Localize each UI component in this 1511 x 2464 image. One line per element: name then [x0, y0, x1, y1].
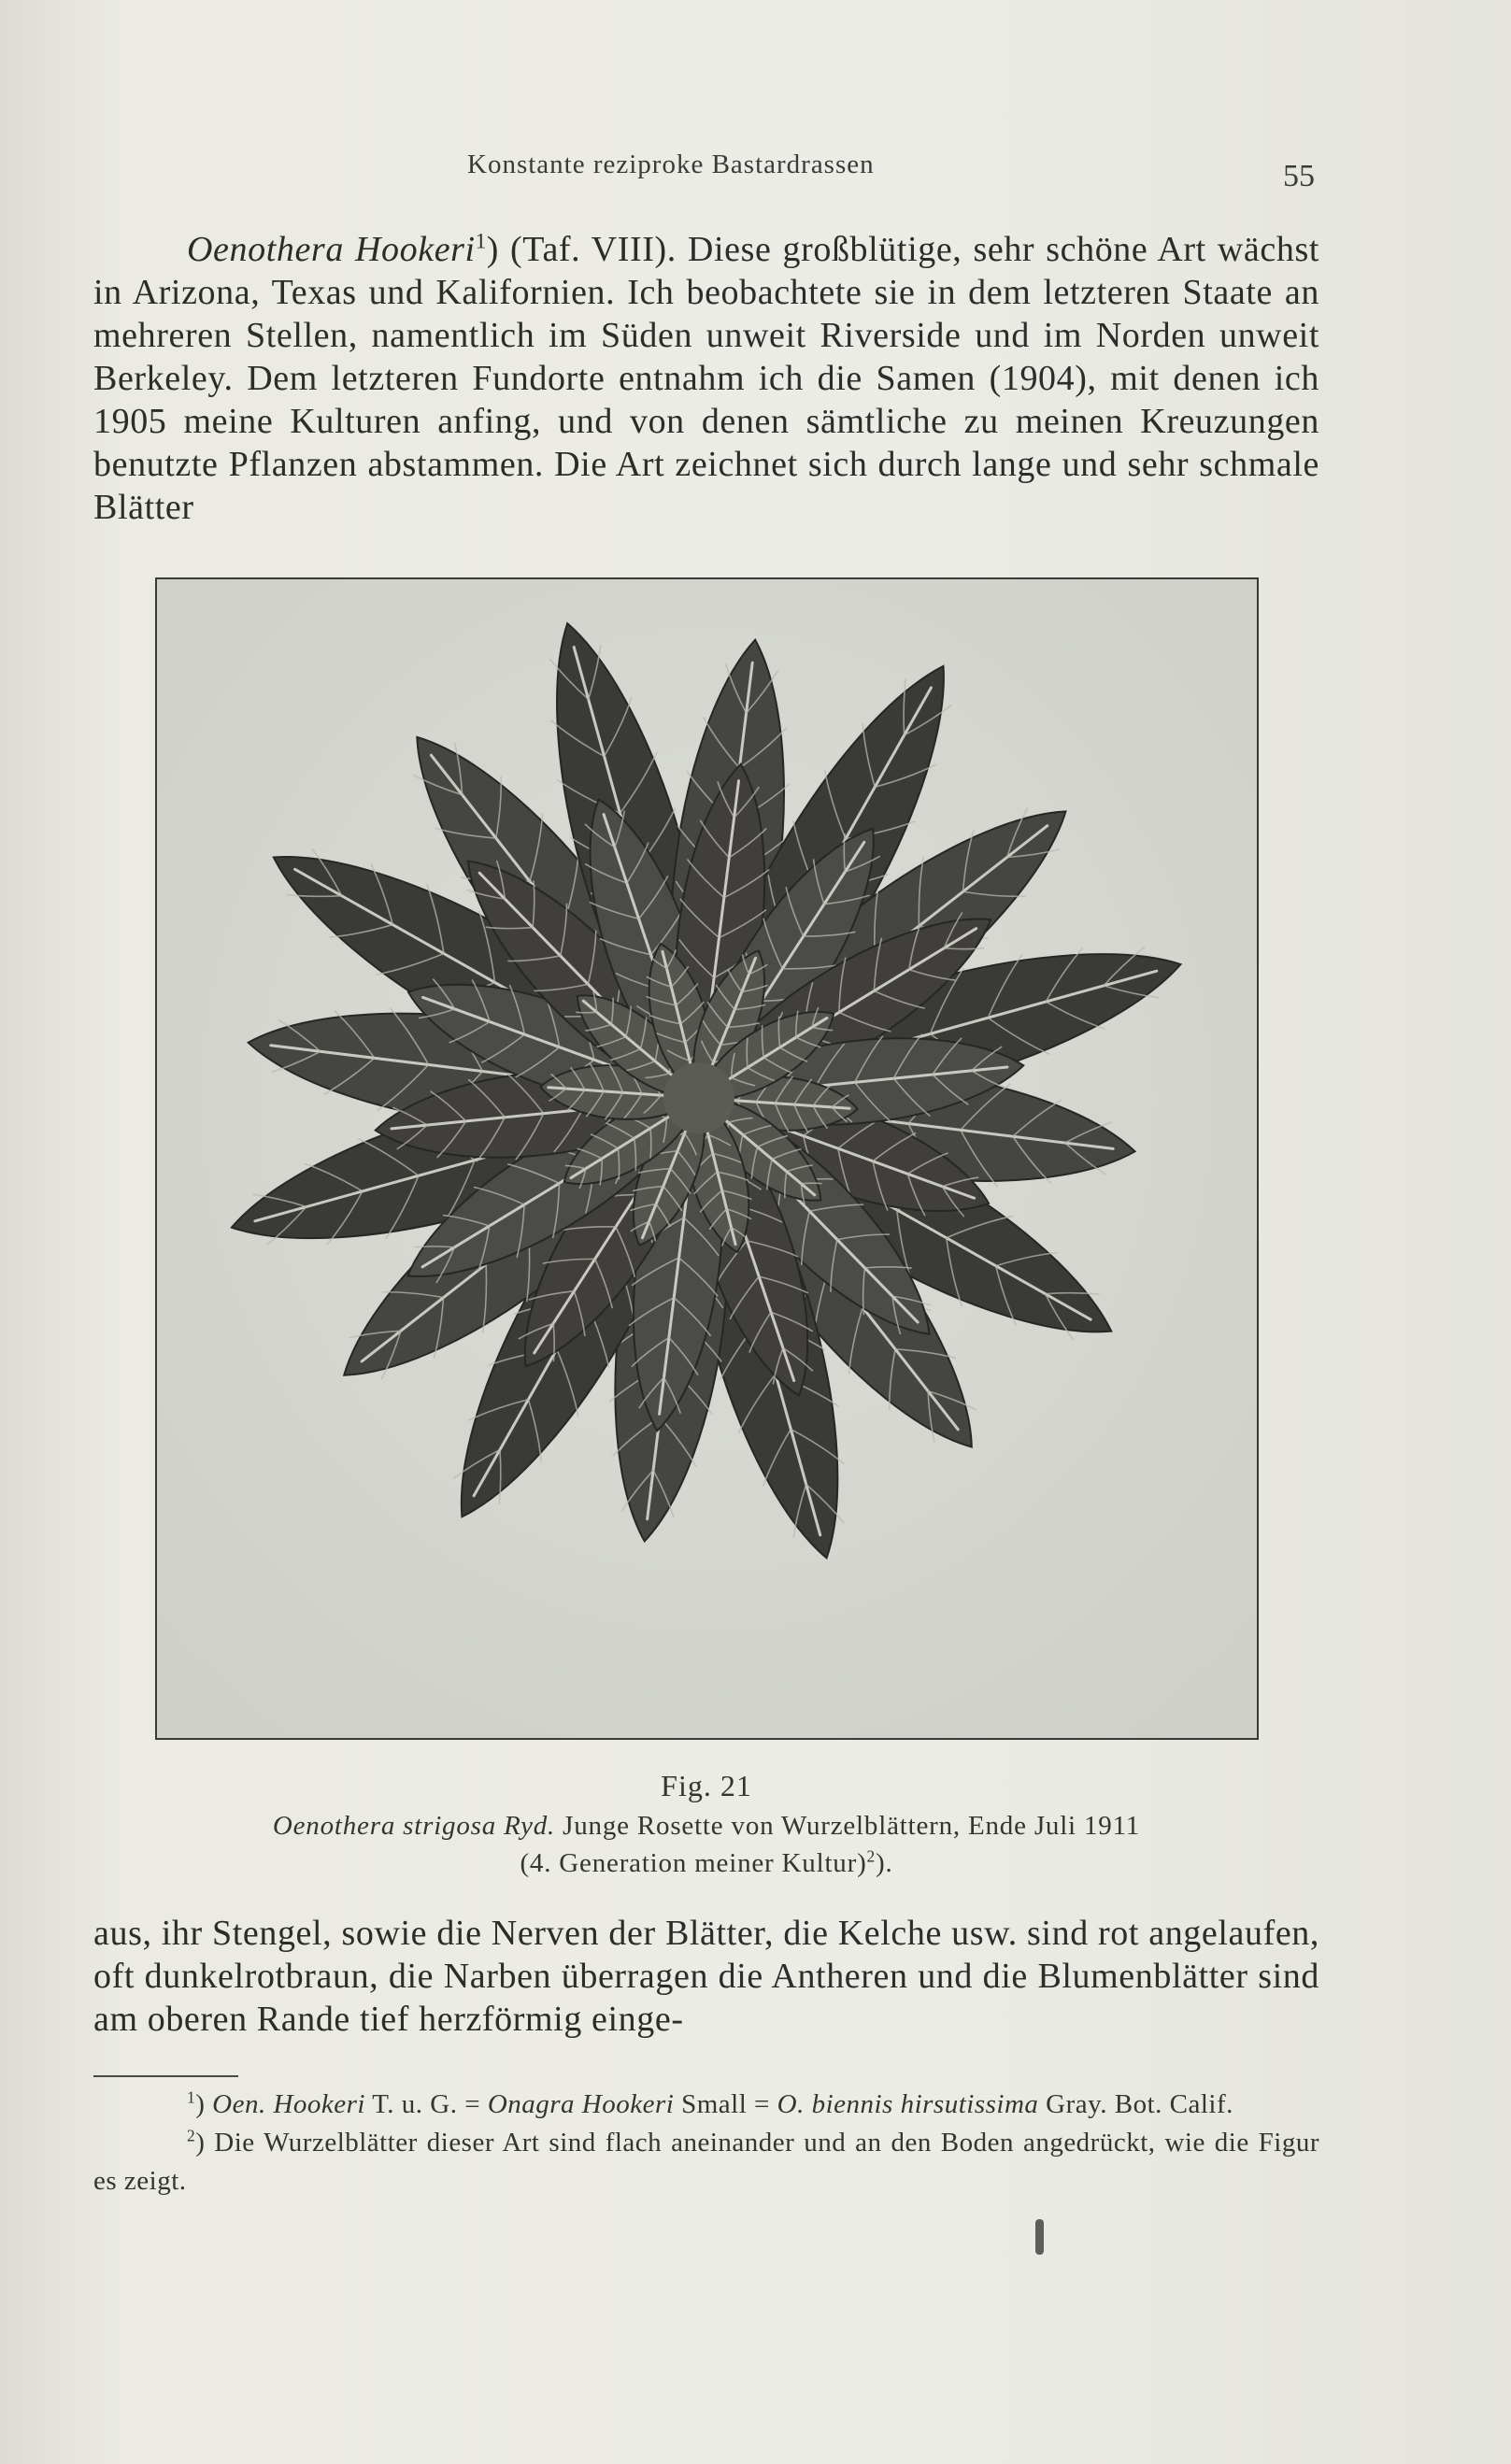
footnote-1: $^1$) Oen. Hookeri T. u. G. = Onagra Hookeri Small = O. biennis hirsutissima Gray. Bot. Calif. — [187, 2087, 1233, 2119]
footnote-divider — [93, 2075, 238, 2077]
rosette-center — [663, 1062, 734, 1133]
page-number: 55 — [1283, 159, 1315, 193]
footnote-1-a: Oen. Hookeri — [212, 2089, 365, 2119]
footnote-1-c: Onagra Hookeri — [487, 2089, 675, 2119]
caption-line2-end: ). — [876, 1848, 893, 1878]
species-name: Oenothera Hookeri — [187, 230, 476, 269]
running-head — [0, 150, 1511, 193]
caption-footnote-marker: 2 — [866, 1846, 877, 1866]
figure-caption — [93, 1807, 1319, 1882]
footnote-1-f: Gray. Bot. Calif. — [1046, 2089, 1233, 2119]
footnote-1-d: Small = — [681, 2089, 770, 2119]
rosette-photo — [157, 579, 1257, 1738]
footnote-2: $^2$) Die Wurzelblätter dieser Art sind flach aneinander und an den Boden angedrückt, wie die Figur es zeigt. — [93, 2126, 1319, 2196]
figure-photo — [155, 577, 1259, 1740]
caption-species: Oenothera strigosa Ryd. — [272, 1811, 556, 1841]
continuation-text: aus, ihr Stengel, sowie die Nerven der Blätter, die Kelche usw. sind rot angelaufen, oft dunkelrotbraun, die Narben überragen die Antheren und die Blumenblätter sind am oberen Rande tief herzförmig einge- — [93, 1914, 1319, 2039]
ink-smudge — [1035, 2219, 1044, 2255]
footnote-2-mark: 2 — [187, 2126, 196, 2145]
continuation-paragraph — [93, 1912, 1319, 2041]
caption-line1: Junge Rosette von Wurzelblättern, Ende Juli 1911 — [563, 1811, 1141, 1841]
figure-label: Fig. 21 — [661, 1769, 752, 1802]
footnotes — [93, 2086, 1319, 2201]
footnote-marker: 1 — [475, 229, 487, 253]
footnote-1-b: T. u. G. = — [372, 2089, 481, 2119]
caption-line2: (4. Generation meiner Kultur) — [520, 1848, 867, 1878]
intro-paragraph — [93, 228, 1319, 529]
footnote-1-e: O. biennis hirsutissima — [777, 2089, 1039, 2119]
running-title: Konstante reziproke Bastardrassen — [467, 150, 875, 179]
intro-text: ) (Taf. VIII). Diese großblütige, sehr schöne Art wächst in Arizona, Texas und Kalifornien. Ich beobachtete sie in dem letzteren Staate an mehreren Stellen, namentlich im Süden unweit Riverside und im Norden unweit Berkeley. Dem letzteren Fundorte entnahm ich die Samen (1904), mit denen ich 1905 meine Kulturen anfing, und von denen sämtliche zu meinen Kreuzungen benutzte Pflanzen abstammen. Die Art zeichnet sich durch lange und sehr schmale Blätter — [93, 230, 1319, 527]
footnote-2-text: Die Wurzelblätter dieser Art sind flach aneinander und an den Boden angedrückt, wie die Figur es zeigt. — [93, 2128, 1319, 2196]
footnote-1-mark: 1 — [187, 2087, 196, 2107]
